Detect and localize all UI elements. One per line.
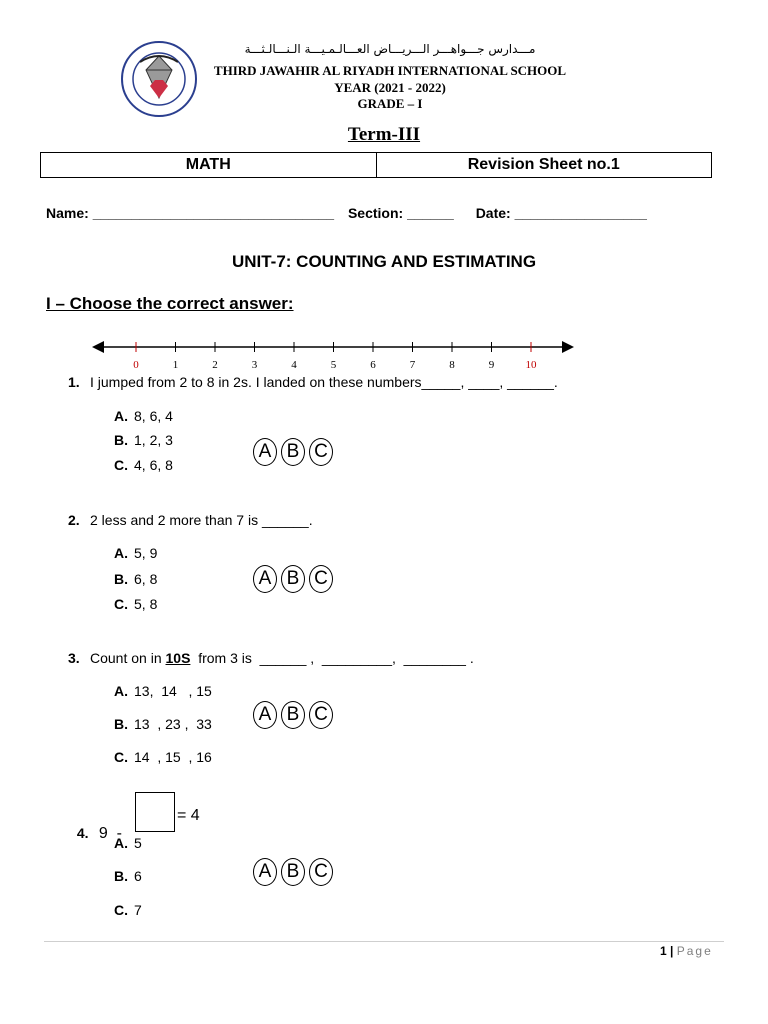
number-line-label: 3 xyxy=(251,359,258,371)
q4-equals: = 4 xyxy=(177,807,200,824)
answer-box[interactable] xyxy=(135,792,175,832)
unit-title: UNIT-7: COUNTING AND ESTIMATING xyxy=(231,252,537,271)
q1-bubble-a[interactable]: A xyxy=(253,438,277,466)
right-arrow-icon xyxy=(562,341,574,353)
number-line-label: 8 xyxy=(449,359,455,371)
q3-bubble-b[interactable]: B xyxy=(281,701,305,729)
q4-answer-bubbles xyxy=(253,858,333,886)
question-2: 2. 2 less and 2 more than 7 is ______. xyxy=(68,512,313,528)
q1-option-c[interactable]: C. 4, 6, 8 xyxy=(114,457,173,473)
number-line-label: 1 xyxy=(172,359,179,371)
q3-answer-bubbles xyxy=(253,701,333,729)
footer-divider xyxy=(44,941,724,942)
number-line-label: 10 xyxy=(525,359,537,371)
section-title: I – Choose the correct answer: xyxy=(46,294,294,313)
q2-answer-bubbles xyxy=(253,565,333,593)
q1-option-b[interactable]: B. 1, 2, 3 xyxy=(114,432,173,448)
q2-option-a[interactable]: A. 5, 9 xyxy=(114,545,158,561)
q1-option-a[interactable]: A. 8, 6, 4 xyxy=(114,408,173,424)
number-line xyxy=(90,336,580,376)
q1-bubble-c[interactable]: C xyxy=(309,438,333,466)
q2-option-b[interactable]: B. 6, 8 xyxy=(114,571,158,587)
date-blank: _________________ xyxy=(514,205,647,221)
q1-bubble-b[interactable]: B xyxy=(281,438,305,466)
date-label: Date: xyxy=(475,205,511,221)
q3-option-c[interactable]: C. 14 , 15 , 16 xyxy=(114,749,212,765)
number-line-label: 0 xyxy=(133,359,139,371)
q3-bubble-c[interactable]: C xyxy=(309,701,333,729)
q3-emphasis: 10S xyxy=(165,650,191,666)
grade-label: GRADE – I xyxy=(357,96,423,111)
page-number: 1 | Page xyxy=(660,944,713,958)
q4-bubble-a[interactable]: A xyxy=(253,858,277,886)
question-4: 4. 9 - xyxy=(76,825,123,842)
academic-year: YEAR (2021 - 2022) xyxy=(334,80,446,95)
school-logo xyxy=(120,40,198,118)
name-label: Name: xyxy=(46,205,89,221)
left-arrow-icon xyxy=(92,341,104,353)
number-line-label: 6 xyxy=(370,359,376,371)
q2-bubble-a[interactable]: A xyxy=(253,565,277,593)
question-1: 1. I jumped from 2 to 8 in 2s. I landed on these numbers_____, ____, ______. xyxy=(68,374,558,390)
q4-option-c[interactable]: C. 7 xyxy=(114,902,142,918)
school-name: THIRD JAWAHIR AL RIYADH INTERNATIONAL SCHOOL xyxy=(213,63,567,78)
section-label: Section: xyxy=(347,205,404,221)
term-title: Term-III xyxy=(347,124,421,145)
question-3: 3. Count on in 10S from 3 is ______ , _________, ________ . xyxy=(68,650,474,666)
subject-box xyxy=(40,152,712,178)
q4-option-b[interactable]: B. 6 xyxy=(114,868,142,884)
number-line-label: 5 xyxy=(330,359,337,371)
q2-option-c[interactable]: C. 5, 8 xyxy=(114,596,158,612)
q3-option-a[interactable]: A. 13, 14 , 15 xyxy=(114,683,212,699)
number-line-label: 2 xyxy=(212,359,218,371)
number-line-label: 4 xyxy=(291,359,297,371)
q4-option-a[interactable]: A. 5 xyxy=(114,835,142,851)
sheet-label: Revision Sheet no.1 xyxy=(467,156,620,173)
q1-answer-bubbles xyxy=(253,438,333,466)
number-line-label: 9 xyxy=(488,359,495,371)
subject-label: MATH xyxy=(41,153,377,177)
school-name-arabic: مـــدارس جـــواهـــر الـــريـــاض العـــالـمـيـــة الـنـــالـثـــة xyxy=(244,42,536,56)
student-info-line xyxy=(46,205,647,221)
q3-bubble-a[interactable]: A xyxy=(253,701,277,729)
q2-bubble-b[interactable]: B xyxy=(281,565,305,593)
q3-option-b[interactable]: B. 13 , 23 , 33 xyxy=(114,716,212,732)
section-blank: ______ xyxy=(407,205,454,221)
q2-bubble-c[interactable]: C xyxy=(309,565,333,593)
q4-bubble-b[interactable]: B xyxy=(281,858,305,886)
name-blank: _______________________________ xyxy=(92,205,335,221)
number-line-label: 7 xyxy=(409,359,416,371)
q4-bubble-c[interactable]: C xyxy=(309,858,333,886)
